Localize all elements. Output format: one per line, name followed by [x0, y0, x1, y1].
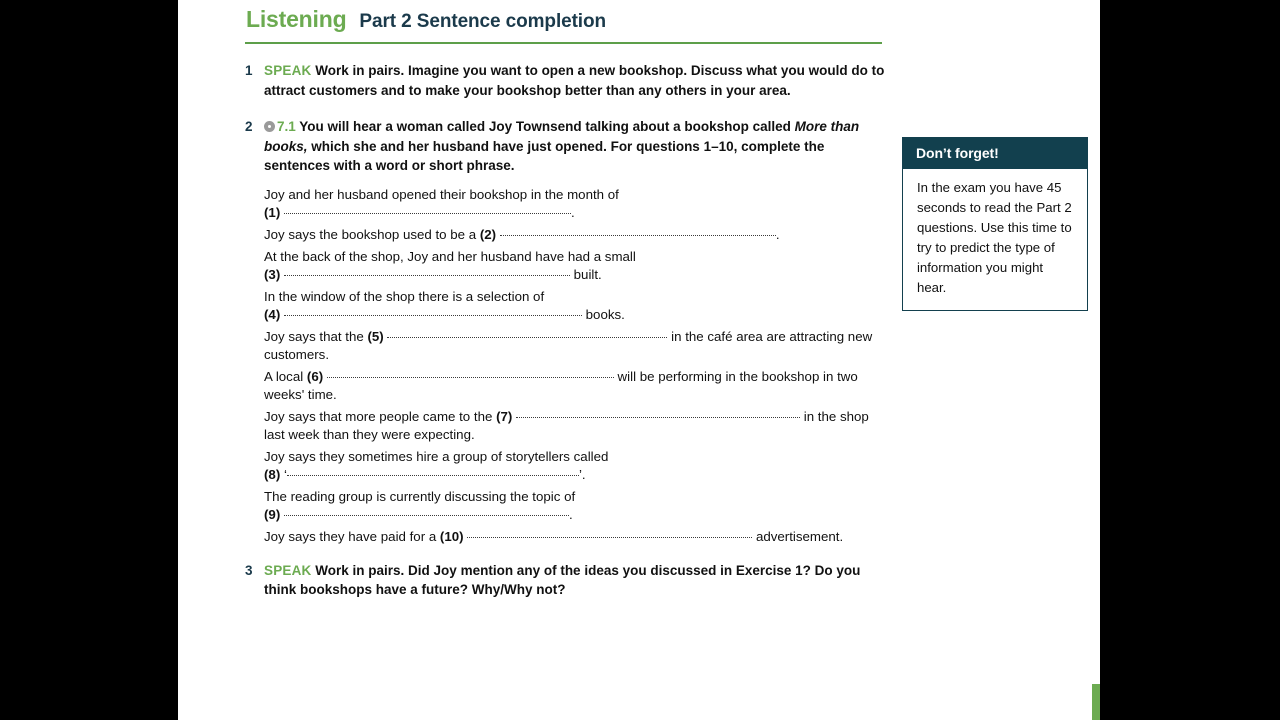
q6-marker: (6) — [306, 368, 324, 384]
q10-lead: Joy says they have paid for a — [264, 528, 437, 544]
exercise-1-body — [264, 61, 889, 100]
q8-marker: (8) — [264, 466, 281, 482]
header-rule — [245, 42, 882, 44]
q7-lead: Joy says that more people came to the — [264, 408, 493, 424]
exercise-2-body — [264, 117, 889, 176]
q7-blank[interactable] — [516, 405, 800, 418]
q1-lead: Joy and her husband opened their bookshop in the month of — [264, 186, 619, 202]
q5-lead: Joy says that the — [264, 328, 364, 344]
exercise-3-number: 3 — [245, 562, 253, 578]
q4-blank[interactable] — [284, 303, 582, 316]
sentence-item — [264, 368, 889, 404]
q10-marker: (10) — [439, 528, 464, 544]
sentence-item — [264, 248, 889, 284]
dont-forget-box — [902, 137, 1088, 311]
q8-lead: Joy says they sometimes hire a group of storytellers called — [264, 448, 609, 464]
sentence-completion-list — [264, 186, 889, 546]
bookshop-name: More than books, — [264, 119, 860, 154]
q7-marker: (7) — [496, 408, 513, 424]
q10-blank[interactable] — [467, 525, 752, 538]
page-title-skill: Listening — [246, 6, 347, 32]
q2-tail: . — [775, 226, 780, 242]
q1-blank[interactable] — [284, 201, 571, 214]
exercise-1 — [245, 61, 1055, 100]
q6-blank[interactable] — [327, 365, 614, 378]
q1-tail: . — [570, 204, 575, 220]
page-title-part: Part 2 Sentence completion — [359, 11, 607, 32]
exercise-2-number: 2 — [245, 119, 253, 134]
q5-marker: (5) — [367, 328, 384, 344]
q1-marker: (1) — [264, 204, 281, 220]
q7-tail: in the shop last week than they were expecting. — [264, 408, 869, 442]
dont-forget-body: In the exam you have 45 seconds to read the Part 2 questions. Use this time to try to predict the type of information you might hear. — [917, 180, 1072, 295]
sentence-item — [264, 408, 889, 444]
sentence-item — [264, 288, 889, 324]
q10-tail: advertisement. — [752, 528, 844, 544]
sentence-item — [264, 328, 889, 364]
q5-tail: in the café area are attracting new customers. — [264, 328, 873, 362]
sentence-item — [264, 448, 889, 484]
page-header — [245, 8, 1055, 31]
q9-blank[interactable] — [284, 503, 569, 516]
q9-tail: . — [568, 506, 573, 522]
q3-marker: (3) — [264, 266, 281, 282]
audio-cd-icon — [264, 121, 275, 132]
exercise-3-body — [264, 561, 889, 600]
q9-lead: The reading group is currently discussing the topic of — [264, 488, 576, 504]
audio-track-number: 7.1 — [277, 119, 296, 134]
q3-tail: built. — [569, 266, 602, 282]
q3-lead: At the back of the shop, Joy and her husband have had a small — [264, 248, 636, 264]
q6-tail: will be performing in the bookshop in two weeks' time. — [264, 368, 858, 402]
speak-tag: SPEAK — [264, 562, 312, 578]
exercise-1-text: Work in pairs. Imagine you want to open a new bookshop. Discuss what you would do to attract customers and to make your bookshop better than any others in your area. — [264, 63, 885, 98]
q9-marker: (9) — [264, 506, 281, 522]
q8-blank[interactable] — [287, 463, 579, 476]
sentence-item — [264, 488, 889, 524]
q2-lead: Joy says the bookshop used to be a — [264, 226, 477, 242]
q6-lead: A local — [264, 368, 304, 384]
exercise-3-text: Work in pairs. Did Joy mention any of the ideas you discussed in Exercise 1? Do you think bookshops have a future? Why/Why not? — [264, 562, 861, 597]
sentence-item — [264, 186, 889, 222]
workbook-page — [178, 0, 1100, 720]
exercise-3 — [245, 561, 1055, 600]
exercise-2-text-before: You will hear a woman called Joy Townsend talking about a bookshop called — [299, 119, 795, 134]
dont-forget-title: Don’t forget! — [903, 138, 1087, 169]
sentence-item — [264, 226, 889, 244]
page-edge-tab — [1092, 684, 1100, 720]
q3-blank[interactable] — [284, 263, 570, 276]
exercise-2-text-after: which she and her husband have just opened. For questions 1–10, complete the sentences with a word or short phrase. — [264, 138, 825, 173]
q2-blank[interactable] — [500, 223, 776, 236]
q4-marker: (4) — [264, 306, 281, 322]
q4-lead: In the window of the shop there is a selection of — [264, 288, 545, 304]
q8-quote-open: ‘ — [283, 466, 287, 482]
exercise-1-number: 1 — [245, 63, 253, 78]
q2-marker: (2) — [479, 226, 497, 242]
q4-tail: books. — [581, 306, 625, 322]
sentence-item — [264, 528, 889, 546]
q8-tail: ’. — [578, 466, 586, 482]
q5-blank[interactable] — [387, 325, 667, 338]
speak-tag: SPEAK — [264, 63, 312, 78]
